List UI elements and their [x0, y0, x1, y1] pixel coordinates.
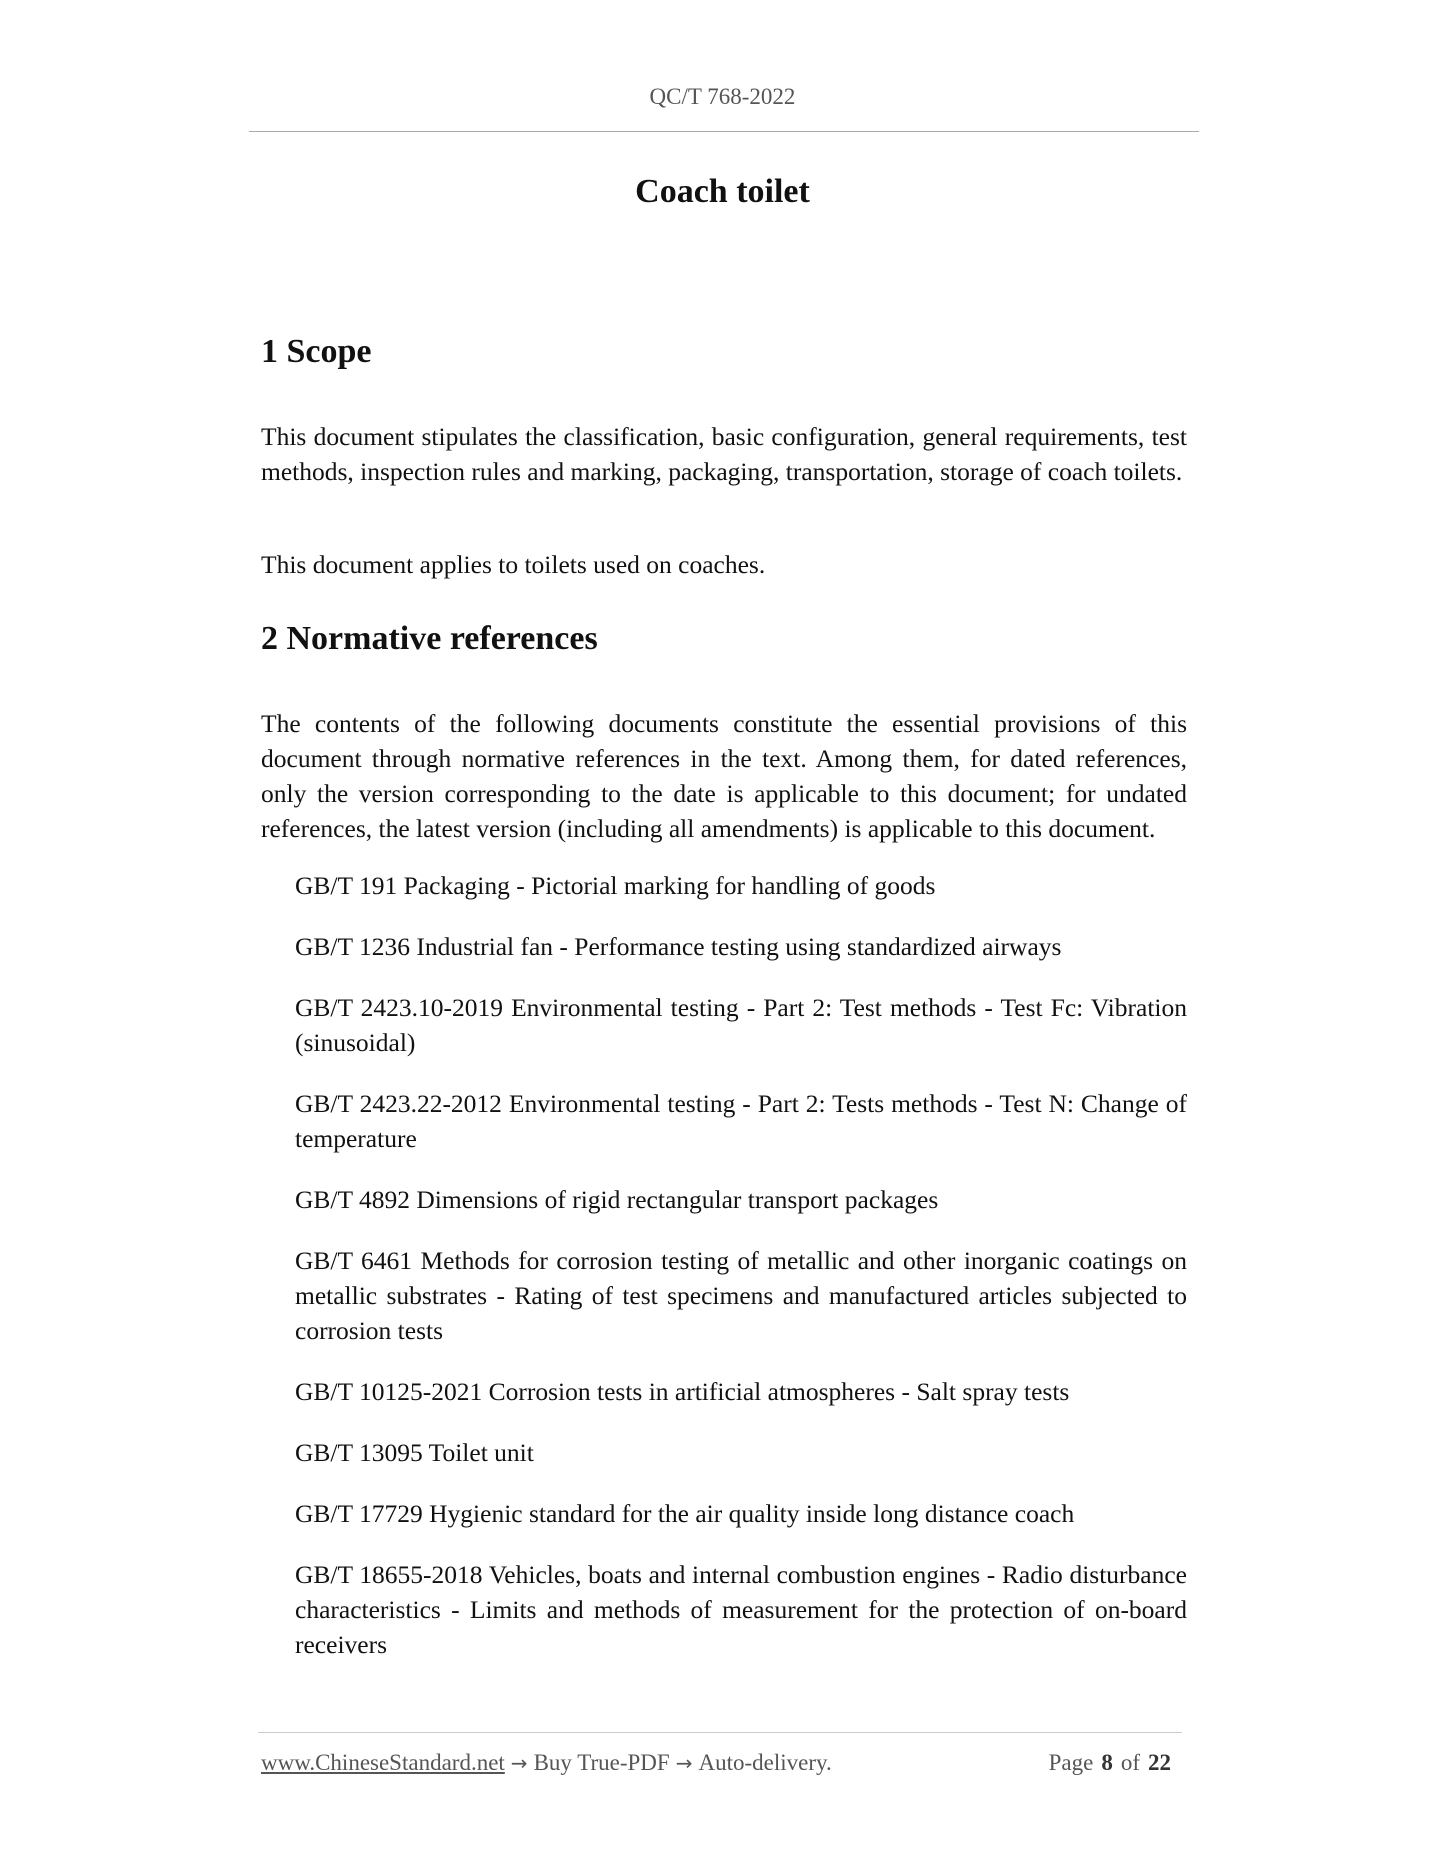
scope-paragraph-1: This document stipulates the classification, basic configuration, general requirements, test methods, inspection rules and marking, packaging, transportation, storage of coach toilets.	[261, 422, 1187, 486]
footer-divider	[258, 1732, 1182, 1733]
footer-promo	[261, 1750, 832, 1776]
page-footer	[261, 1750, 1179, 1776]
section-heading-scope: 1 Scope	[261, 333, 372, 370]
reference-item: GB/T 2423.10-2019 Environmental testing - Part 2: Test methods - Test Fc: Vibration (sinusoidal)	[295, 993, 1187, 1057]
page-number	[1049, 1750, 1179, 1776]
page-label: Page	[1048, 1750, 1094, 1775]
reference-item: GB/T 13095 Toilet unit	[295, 1438, 534, 1467]
arrow-right-icon: →	[510, 1751, 528, 1775]
page-header-doc-number: QC/T 768-2022	[649, 84, 796, 109]
page-total: 22	[1148, 1750, 1171, 1775]
section-heading-normative-references: 2 Normative references	[261, 620, 598, 657]
document-title: Coach toilet	[635, 173, 810, 210]
reference-item: GB/T 10125-2021 Corrosion tests in artificial atmospheres - Salt spray tests	[295, 1377, 1070, 1406]
page-of-label: of	[1120, 1750, 1140, 1775]
reference-item: GB/T 1236 Industrial fan - Performance testing using standardized airways	[295, 932, 1062, 961]
reference-item: GB/T 6461 Methods for corrosion testing of metallic and other inorganic coatings on metallic substrates - Rating of test specimens and manufactured articles subjected to corrosion tests	[295, 1246, 1187, 1345]
footer-delivery-text: Auto-delivery.	[698, 1750, 832, 1775]
header-divider	[249, 131, 1199, 132]
reference-item: GB/T 4892 Dimensions of rigid rectangular transport packages	[295, 1185, 939, 1214]
scope-paragraph-2: This document applies to toilets used on coaches.	[261, 550, 766, 579]
page-current: 8	[1101, 1750, 1113, 1775]
reference-item: GB/T 17729 Hygienic standard for the air quality inside long distance coach	[295, 1499, 1075, 1528]
normative-references-intro: The contents of the following documents constitute the essential provisions of this document through normative references in the text. Among them, for dated references, only the version corresponding to the date is applicable to this document; for undated references, the latest version (including all amendments) is applicable to this document.	[261, 709, 1187, 843]
footer-buy-text: Buy True-PDF	[533, 1750, 670, 1775]
reference-item: GB/T 18655-2018 Vehicles, boats and internal combustion engines - Radio disturbance characteristics - Limits and methods of measurement for the protection of on-board receivers	[295, 1560, 1187, 1659]
chinesestandard-link[interactable]: www.ChineseStandard.net	[261, 1750, 505, 1775]
reference-item: GB/T 191 Packaging - Pictorial marking for handling of goods	[295, 871, 936, 900]
reference-item: GB/T 2423.22-2012 Environmental testing - Part 2: Tests methods - Test N: Change of temperature	[295, 1089, 1187, 1153]
arrow-right-icon: →	[675, 1751, 693, 1775]
